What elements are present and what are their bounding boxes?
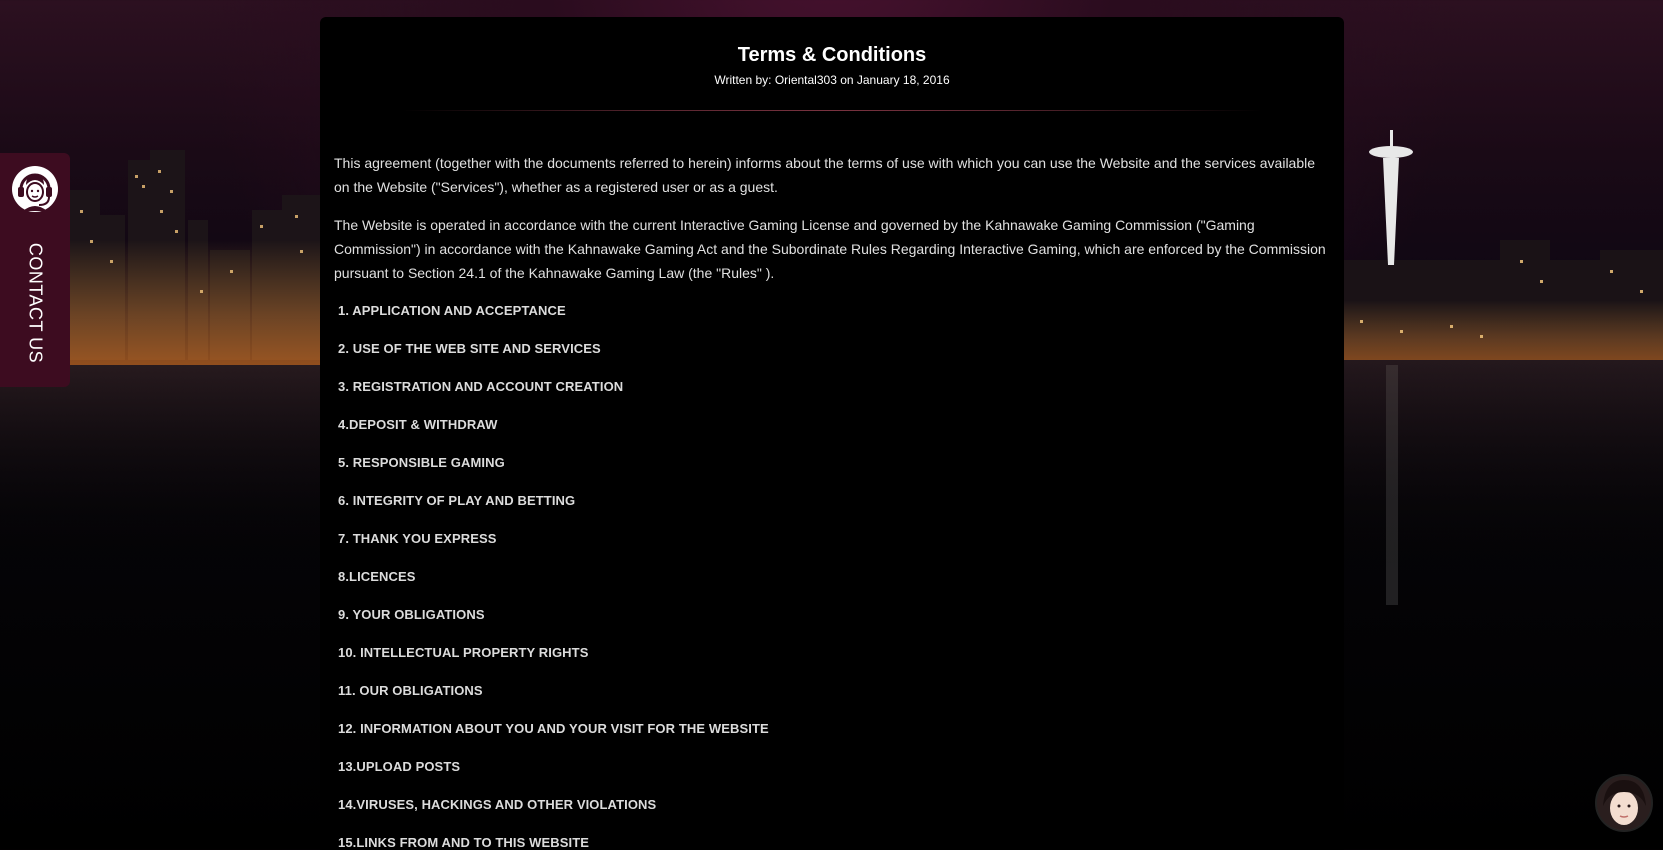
section-heading: 7. THANK YOU EXPRESS <box>338 531 497 546</box>
contact-us-tab[interactable] <box>0 153 70 387</box>
avatar-photo-icon <box>1597 776 1651 830</box>
section-heading: 13.UPLOAD POSTS <box>338 759 461 774</box>
section-list <box>334 299 1330 850</box>
article-byline: Written by: Oriental303 on January 18, 2016 <box>714 73 950 87</box>
headset-agent-icon <box>11 165 59 213</box>
section-heading: 3. REGISTRATION AND ACCOUNT CREATION <box>338 379 624 394</box>
section-heading: 2. USE OF THE WEB SITE AND SERVICES <box>338 341 601 356</box>
section-heading: 9. YOUR OBLIGATIONS <box>338 607 485 622</box>
support-agent-avatar[interactable] <box>1595 774 1653 832</box>
section-heading: 10. INTELLECTUAL PROPERTY RIGHTS <box>338 645 589 660</box>
title-divider <box>402 110 1262 111</box>
page-title: Terms & Conditions <box>737 44 927 66</box>
terms-panel <box>320 17 1344 850</box>
contact-us-label: CONTACT US <box>25 242 46 364</box>
license-paragraph: The Website is operated in accordance with the current Interactive Gaming License and governed by the Kahnawake Gaming Commission ("Gaming Commission") in accordance with the Kahnawake Gaming Act and the Subordinate Rules Regarding Interactive Gaming, which are enforced by the Commission pursuant to Section 24.1 of the Kahnawake Gaming Law (the "Rules" ). <box>334 217 1326 281</box>
section-heading: 4.DEPOSIT & WITHDRAW <box>338 417 498 432</box>
section-heading: 15.LINKS FROM AND TO THIS WEBSITE <box>338 835 590 850</box>
section-heading: 5. RESPONSIBLE GAMING <box>338 455 505 470</box>
section-heading: 8.LICENCES <box>338 569 416 584</box>
section-heading: 6. INTEGRITY OF PLAY AND BETTING <box>338 493 576 508</box>
section-heading: 1. APPLICATION AND ACCEPTANCE <box>338 303 566 318</box>
section-heading: 14.VIRUSES, HACKINGS AND OTHER VIOLATIONS <box>338 797 657 812</box>
section-heading: 12. INFORMATION ABOUT YOU AND YOUR VISIT FOR THE WEBSITE <box>338 721 769 736</box>
section-heading: 11. OUR OBLIGATIONS <box>338 683 483 698</box>
intro-paragraph: This agreement (together with the documents referred to herein) informs about the terms of use with which you can use the Website and the services available on the Website ("Services"), whether as a registered user or as a guest. <box>334 155 1316 195</box>
